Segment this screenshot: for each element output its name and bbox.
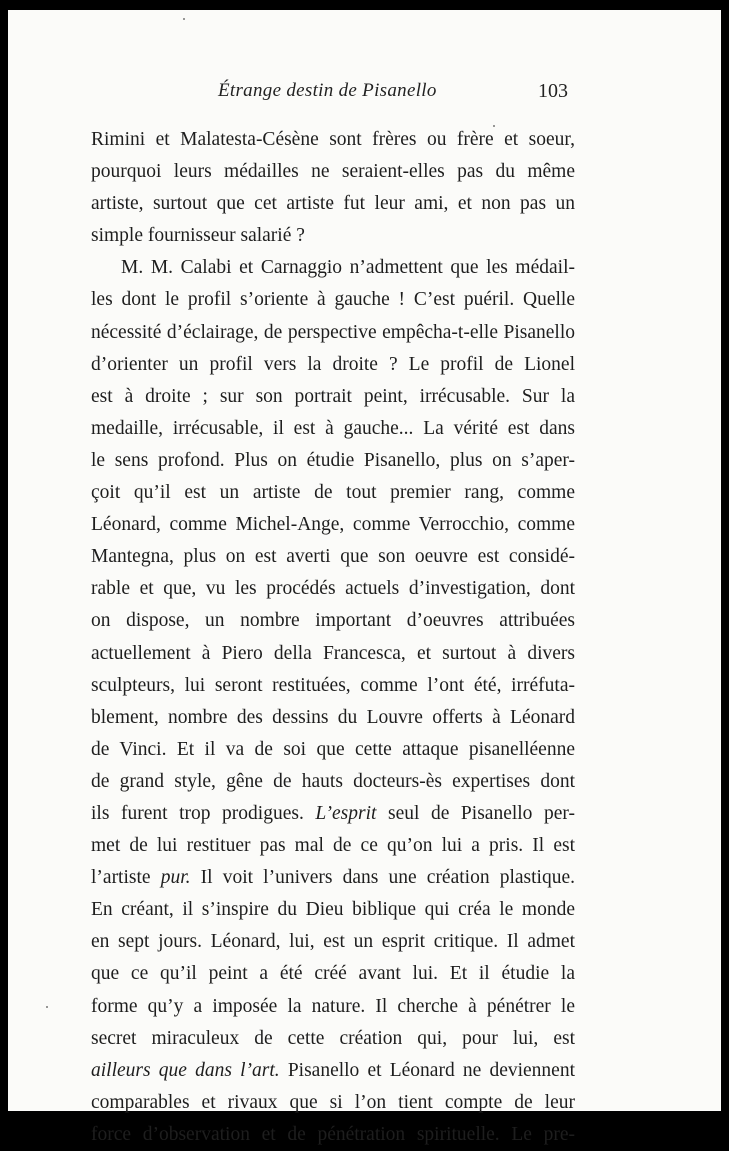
text-run: Pisanello et Léonard ne deviennent [279,1059,575,1081]
page-number: 103 [538,80,568,102]
page-header [8,76,721,106]
text-line: en sept jours. Léonard, lui, est un esprit critique. Il admet [91,931,575,953]
text-line: forme qu’y a imposée la nature. Il cherche à pénétrer le [91,995,575,1017]
text-line: que ce qu’il peint a été créé avant lui. Et il étudie la [91,963,575,985]
text-line: de Vinci. Et il va de soi que cette attaque pisanelléenne [91,738,575,760]
text-line: le sens profond. Plus on étudie Pisanello, plus on s’aper- [91,449,575,471]
text-run: Il voit l’univers dans une création plastique. [190,867,575,889]
text-line: met de lui restituer pas mal de ce qu’on lui a pris. Il est [91,835,575,857]
text-line: comparables et rivaux que si l’on tient compte de leur [91,1091,575,1113]
text-line: M. M. Calabi et Carnaggio n’admettent que les médail- [121,257,575,279]
text-line [91,862,575,894]
text-line: pourquoi leurs médailles ne seraient-elles pas du même [91,161,575,183]
italic-text: ailleurs que dans l’art. [91,1059,280,1081]
speck [183,18,185,20]
text-line: medaille, irrécusable, il est à gauche... La vérité est dans [91,417,575,439]
text-run: ils furent trop prodigues. [91,802,316,824]
running-title: Étrange destin de Pisanello [218,80,437,101]
text-line: force d’observation et de pénétration spirituelle. Le pre- [91,1123,575,1145]
text-line: artiste, surtout que cet artiste fut leur ami, et non pas un [91,193,575,215]
italic-text: pur. [160,867,191,889]
text-line: çoit qu’il est un artiste de tout premier rang, comme [91,482,575,504]
book-page [8,10,721,1145]
speck [46,1006,48,1008]
text-line: d’orienter un profil vers la droite ? Le profil de Lionel [91,353,575,375]
text-line: secret miraculeux de cette création qui, pour lui, est [91,1027,575,1049]
text-line: nécessité d’éclairage, de perspective empêcha-t-elle Pisanello [91,321,575,343]
text-run: seul de Pisanello per- [376,802,575,824]
text-line: Rimini et Malatesta-Césène sont frères ou frère et soeur, [91,129,575,150]
text-line: blement, nombre des dessins du Louvre offerts à Léonard [91,706,575,728]
text-line: Léonard, comme Michel-Ange, comme Verrocchio, comme [91,514,575,536]
text-line: de grand style, gêne de hauts docteurs-ès expertises dont [91,770,575,792]
text-line: En créant, il s’inspire du Dieu biblique qui créa le monde [91,899,575,921]
body-text [91,124,575,1151]
text-line: les dont le profil s’oriente à gauche ! C’est puéril. Quelle [91,289,575,311]
text-line [91,1055,575,1087]
text-line: on dispose, un nombre important d’oeuvres attribuées [91,610,575,632]
text-line: sculpteurs, lui seront restituées, comme l’ont été, irréfuta- [91,674,575,696]
text-run: l’artiste [91,867,161,889]
text-line: simple fournisseur salarié ? [91,225,305,247]
italic-text: L’esprit [315,802,377,824]
text-line [91,798,575,830]
text-line: Mantegna, plus on est averti que son oeuvre est considé- [91,546,575,568]
text-line: actuellement à Piero della Francesca, et surtout à divers [91,642,575,664]
text-line: rable et que, vu les procédés actuels d’investigation, dont [91,578,575,600]
text-line: est à droite ; sur son portrait peint, irrécusable. Sur la [91,385,575,407]
